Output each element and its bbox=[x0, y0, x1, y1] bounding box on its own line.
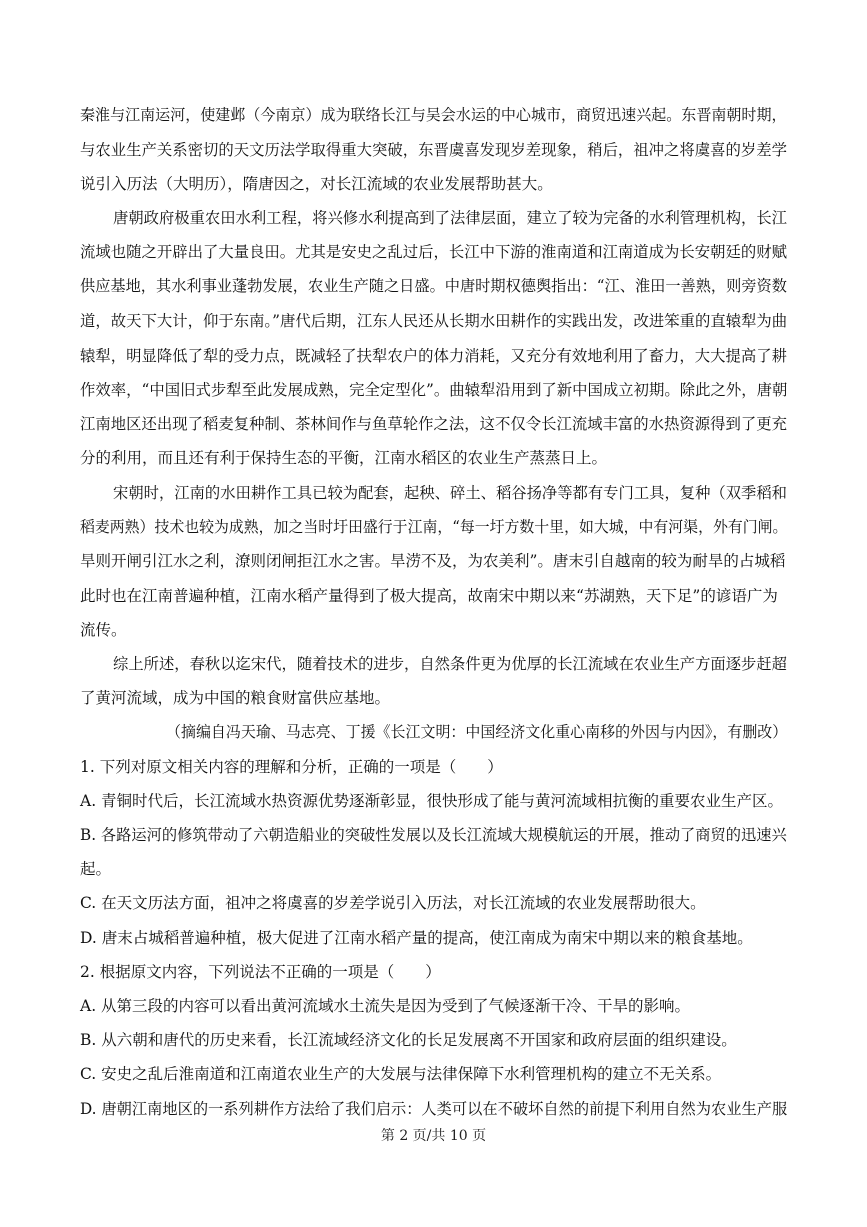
text-line: 辕犁，明显降低了犁的受力点，既减轻了扶犁农户的体力消耗，又充分有效地利用了畜力，大大提高了耕 bbox=[80, 347, 788, 365]
question-2-option-c: C. 安史之乱后淮南道和江南道农业生产的大发展与法律保障下水利管理机构的建立不无关系。 bbox=[80, 1065, 722, 1083]
source-citation: （摘编自冯天瑜、马志亮、丁援《长江文明：中国经济文化重心南移的外因与内因》，有删改） bbox=[166, 723, 788, 741]
text-line: 与农业生产关系密切的天文历法学取得重大突破，东晋虞喜发现岁差现象，稍后，祖冲之将虞喜的岁差学 bbox=[80, 141, 788, 159]
paragraph-start-line: 宋朝时，江南的水田耕作工具已较为配套，起秧、碎土、稻谷扬净等都有专门工具，复种（双季稻和 bbox=[113, 484, 788, 502]
page-footer: 第 2 页/共 10 页 bbox=[380, 1128, 487, 1144]
question-1-option-c: C. 在天文历法方面，祖冲之将虞喜的岁差学说引入历法，对长江流域的农业发展帮助很大。 bbox=[80, 894, 706, 912]
text-line: 供应基地，其水利事业蓬勃发展，农业生产随之日盛。中唐时期权德舆指出：“江、淮田一善熟，则旁资数 bbox=[80, 277, 787, 295]
text-line: 说引入历法（大明历），隋唐因之，对长江流域的农业发展帮助甚大。 bbox=[80, 175, 553, 193]
question-2-option-a: A. 从第三段的内容可以看出黄河流域水土流失是因为受到了气候逐渐干冷、干旱的影响。 bbox=[80, 997, 691, 1015]
question-2-option-b: B. 从六朝和唐代的历史来看，长江流域经济文化的长足发展离不开国家和政府层面的组织建设。 bbox=[80, 1031, 737, 1049]
text-line: 此时也在江南普遍种植，江南水稻产量得到了极大提高，故南宋中期以来“苏湖熟，天下足”的谚语广为 bbox=[80, 587, 778, 605]
paragraph-start-line: 唐朝政府极重农田水利工程，将兴修水利提高到了法律层面，建立了较为完备的水利管理机构，长江 bbox=[113, 209, 788, 227]
question-1: 1. 下列对原文相关内容的理解和分析，正确的一项是（ ） bbox=[80, 758, 503, 776]
text-line: 流域也随之开辟出了大量良田。尤其是安史之乱过后，长江中下游的淮南道和江南道成为长安朝廷的财赋 bbox=[80, 243, 788, 261]
text-line: 稻麦两熟）技术也较为成熟，加之当时圩田盛行于江南，“每一圩方数十里，如大城，中有河渠，外有门闸。 bbox=[80, 518, 788, 536]
question-1-option-a: A. 青铜时代后，长江流域水热资源优势逐渐彰显，很快形成了能与黄河流域相抗衡的重要农业生产区。 bbox=[80, 792, 784, 810]
text-line: 秦淮与江南运河，使建邺（今南京）成为联络长江与吴会水运的中心城市，商贸迅速兴起。东晋南朝时期， bbox=[80, 106, 787, 124]
text-line: 道，故天下大计，仰于东南。”唐代后期，江东人民还从长期水田耕作的实践出发，改进笨重的直辕犁为曲 bbox=[80, 312, 788, 330]
question-1-option-b-cont: 起。 bbox=[80, 860, 112, 878]
text-line: 旱则开闸引江水之利，潦则闭闸拒江水之害。旱涝不及，为农美利”。唐末引自越南的较为耐旱的占城稻 bbox=[80, 552, 786, 570]
text-line: 作效率，“中国旧式步犁至此发展成熟，完全定型化”。曲辕犁沿用到了新中国成立初期。除此之外，唐朝 bbox=[80, 381, 788, 399]
text-line: 江南地区还出现了稻麦复种制、茶林间作与鱼草轮作之法，这不仅令长江流域丰富的水热资源得到了更充 bbox=[80, 415, 788, 433]
question-2-option-d: D. 唐朝江南地区的一系列耕作方法给了我们启示：人类可以在不破坏自然的前提下利用自然为农业生产服 bbox=[80, 1100, 788, 1118]
question-1-option-b: B. 各路运河的修筑带动了六朝造船业的突破性发展以及长江流域大规模航运的开展，推动了商贸的迅速兴 bbox=[80, 826, 787, 844]
text-line: 流传。 bbox=[80, 621, 127, 639]
question-1-option-d: D. 唐末占城稻普遍种植，极大促进了江南水稻产量的提高，使江南成为南宋中期以来的粮食基地。 bbox=[80, 929, 753, 947]
paragraph-start-line: 综上所述，春秋以迄宋代，随着技术的进步，自然条件更为优厚的长江流域在农业生产方面逐步赶超 bbox=[113, 655, 788, 673]
question-2: 2. 根据原文内容，下列说法不正确的一项是（ ） bbox=[80, 963, 441, 981]
text-line: 分的利用，而且还有利于保持生态的平衡，江南水稻区的农业生产蒸蒸日上。 bbox=[80, 449, 608, 467]
text-line: 了黄河流域，成为中国的粮食财富供应基地。 bbox=[80, 689, 391, 707]
